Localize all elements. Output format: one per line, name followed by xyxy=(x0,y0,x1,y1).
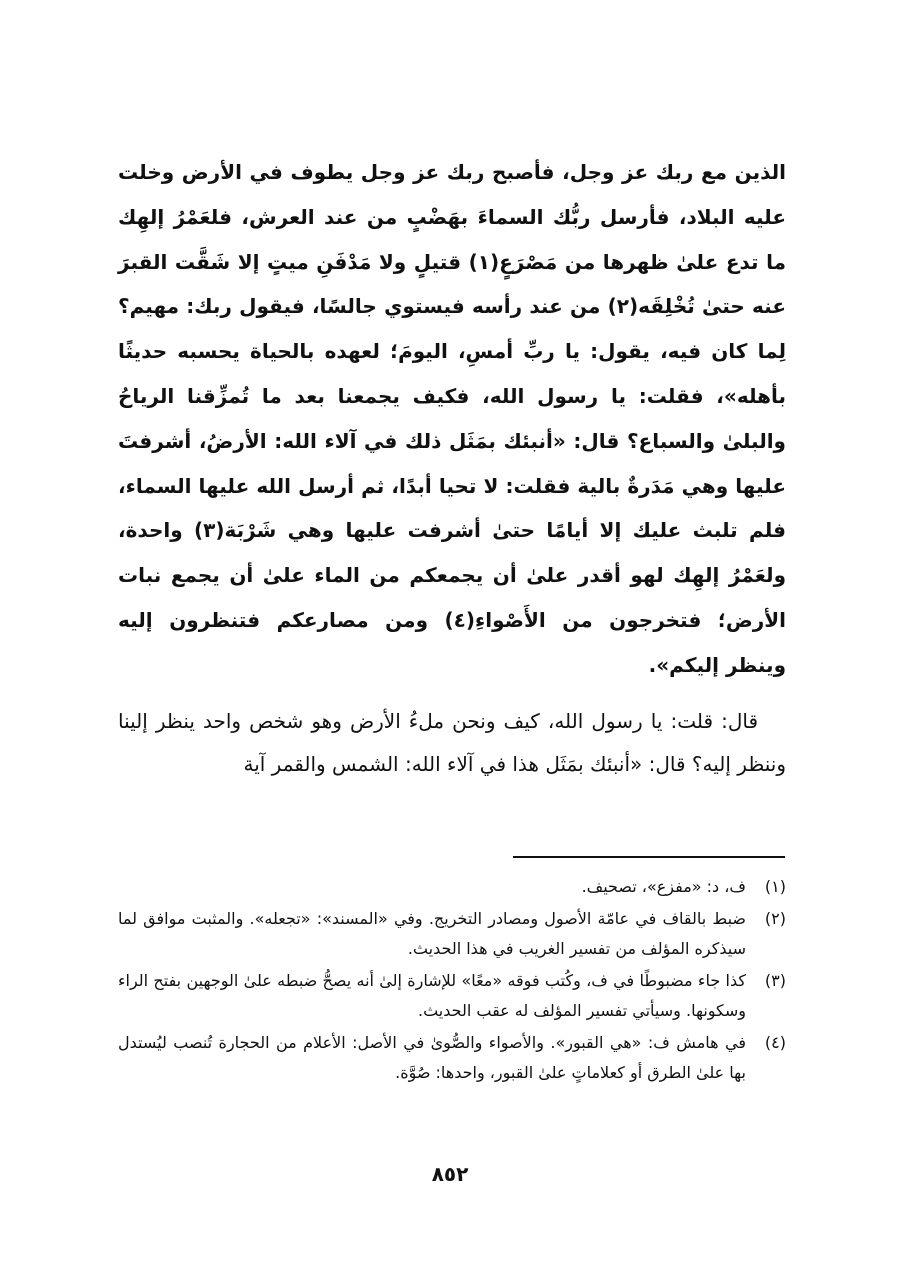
footnote-text: في هامش ف: «هي القبور». والأصواء والصُّوىٰ في الأصل: الأعلام من الحجارة تُنصب ليُستدل بها علىٰ الطرق أو كعلاماتٍ علىٰ القبور، واحدها: صُوَّة. xyxy=(118,1033,746,1082)
footnote-separator xyxy=(513,856,785,858)
footnote-item xyxy=(118,872,786,902)
page-number: ٨٥٢ xyxy=(431,1162,469,1186)
footnotes-list xyxy=(118,872,786,1090)
footnote-item xyxy=(118,966,786,1026)
footnote-number: (٣) xyxy=(764,971,786,990)
main-paragraph: الذين مع ربك عز وجل، فأصبح ربك عز وجل يطوف في الأرض وخلت عليه البلاد، فأرسل ربُّك السماءَ بهَضْبٍ من عند العرش، فلعَمْرُ إلهِك ما تدع علىٰ ظهرها من مَصْرَعٍ(١) قتيلٍ ولا مَدْفَنِ ميتٍ إلا شَقَّت القبرَ عنه حتىٰ تُخْلِقَه(٢) من عند رأسه فيستوي جالسًا، فيقول ربك: مهيم؟ لِما كان فيه، يقول: يا ربِّ أمسِ، اليومَ؛ لعهده بالحياة يحسبه حديثًا بأهله»، فقلت: يا رسول الله، فكيف يجمعنا بعد ما تُمزِّقنا الرياحُ والبلىٰ والسباع؟ قال: «أنبئك بمَثَل ذلك في آلاء الله: الأرضُ، أشرفتَ عليها وهي مَدَرةٌ بالية فقلت: لا تحيا أبدًا، ثم أرسل الله عليها السماء، فلم تلبث عليك إلا أيامًا حتىٰ أشرفت عليها وهي شَرْبَة(٣) واحدة، ولعَمْرُ إلهِك لهو أقدر علىٰ أن يجمعكم من الماء علىٰ أن يجمع نبات الأرض؛ فتخرجون من الأَصْواءِ(٤) ومن مصارعكم فتنظرون إليه وينظر إليكم». xyxy=(118,160,786,677)
footnote-number: (١) xyxy=(764,877,786,896)
second-paragraph-text: قال: قلت: يا رسول الله، كيف ونحن ملءُ الأرض وهو شخص واحد ينظر إلينا وننظر إليه؟ قال: «أنبئك بمَثَل هذا في آلاء الله: الشمس والقمر آية xyxy=(118,709,786,776)
second-paragraph xyxy=(118,700,786,786)
footnote-number: (٢) xyxy=(764,909,786,928)
footnote-number: (٤) xyxy=(764,1033,786,1052)
footnote-item xyxy=(118,904,786,964)
footnote-text: كذا جاء مضبوطًا في ف، وكُتب فوقه «معًا» للإشارة إلىٰ أنه يصحُّ ضبطه علىٰ الوجهين بفتح الراء وسكونها. وسيأتي تفسير المؤلف له عقب الحديث. xyxy=(118,971,746,1020)
footnote-text: ف، د: «مفزع»، تصحيف. xyxy=(581,877,746,896)
footnote-item xyxy=(118,1028,786,1088)
footnote-text: ضبط بالقاف في عامّة الأصول ومصادر التخريج. وفي «المسند»: «تجعله». والمثبت موافق لما سيذكره المؤلف من تفسير الغريب في هذا الحديث. xyxy=(118,909,746,958)
